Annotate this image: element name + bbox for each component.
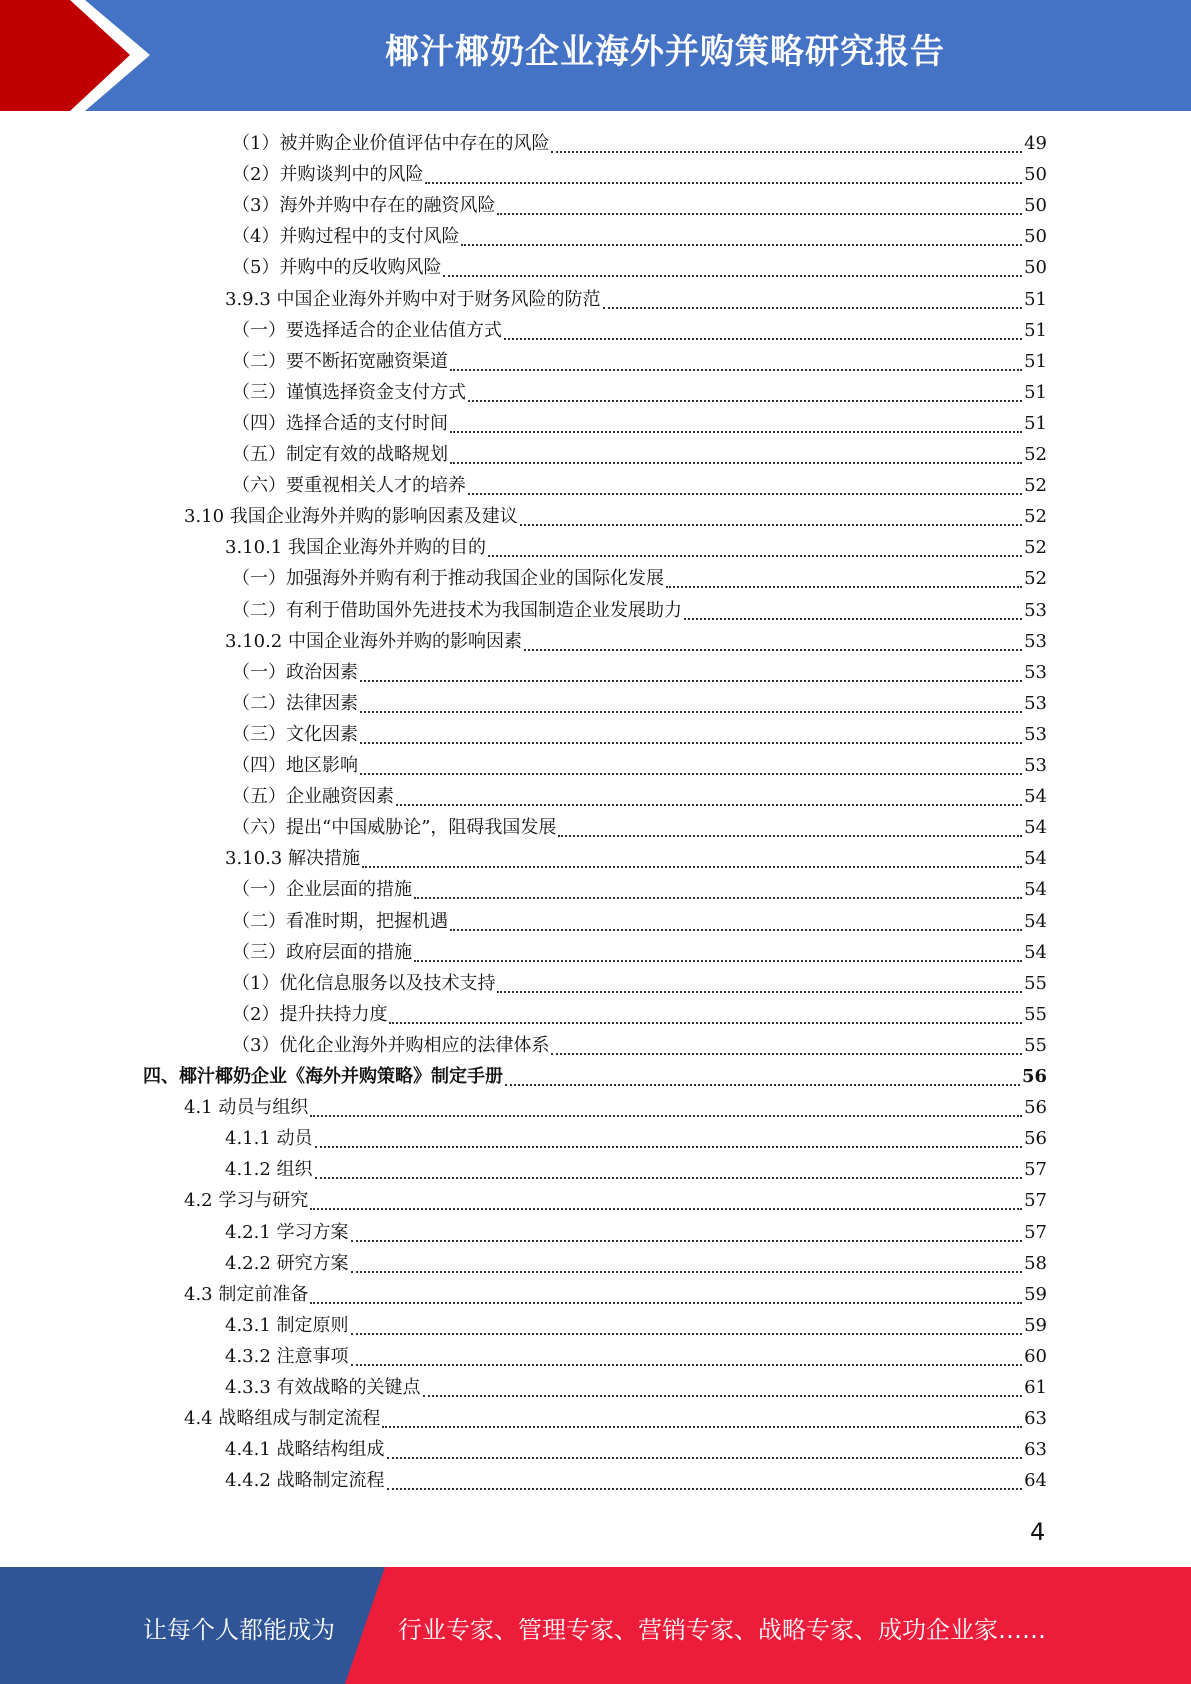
toc-dot-leader — [414, 960, 1022, 962]
page-number: 4 — [1030, 1518, 1046, 1546]
toc-entry-title: （2）并购谈判中的风险 — [232, 164, 424, 185]
toc-entry-page: 51 — [1024, 320, 1047, 341]
toc-entry[interactable] — [232, 377, 1047, 408]
toc-entry-page: 63 — [1024, 1408, 1047, 1429]
page-footer — [0, 1567, 1191, 1684]
toc-entry[interactable] — [232, 346, 1047, 377]
toc-entry[interactable] — [232, 190, 1047, 221]
page-header — [0, 0, 1191, 111]
toc-entry-title: 4.1.1 动员 — [225, 1128, 313, 1149]
toc-entry[interactable] — [225, 626, 1047, 657]
toc-entry-title: （一）政治因素 — [232, 662, 358, 683]
toc-entry-title: （4）并购过程中的支付风险 — [232, 226, 460, 247]
toc-entry-title: （二）看准时期，把握机遇 — [232, 911, 448, 932]
toc-entry-page: 53 — [1024, 662, 1047, 683]
toc-dot-leader — [450, 462, 1022, 464]
toc-entry-page: 55 — [1024, 1004, 1047, 1025]
toc-entry-title: 4.4 战略组成与制定流程 — [184, 1408, 381, 1429]
toc-entry-title: （三）文化因素 — [232, 724, 358, 745]
toc-dot-leader — [310, 1115, 1022, 1117]
toc-entry-page: 50 — [1024, 195, 1047, 216]
toc-entry[interactable] — [232, 408, 1047, 439]
toc-entry-title: 3.10.2 中国企业海外并购的影响因素 — [225, 631, 522, 652]
toc-entry-page: 54 — [1024, 942, 1047, 963]
toc-entry[interactable] — [232, 470, 1047, 501]
footer-slogan-right: 行业专家、管理专家、营销专家、战略专家、成功企业家…… — [398, 1616, 1046, 1644]
toc-entry-page: 64 — [1024, 1470, 1047, 1491]
toc-dot-leader — [551, 1053, 1022, 1055]
toc-entry-page: 51 — [1024, 413, 1047, 434]
toc-entry[interactable] — [232, 750, 1047, 781]
toc-entry-page: 53 — [1024, 755, 1047, 776]
toc-dot-leader — [450, 929, 1022, 931]
toc-entry-page: 49 — [1024, 133, 1047, 154]
toc-entry-page: 51 — [1024, 351, 1047, 372]
toc-entry-title: 3.10 我国企业海外并购的影响因素及建议 — [184, 506, 518, 527]
toc-dot-leader — [360, 742, 1022, 744]
toc-entry[interactable] — [143, 1061, 1047, 1092]
toc-entry[interactable] — [232, 315, 1047, 346]
toc-entry[interactable] — [184, 1403, 1047, 1434]
toc-entry-title: 4.3.3 有效战略的关键点 — [225, 1377, 421, 1398]
toc-dot-leader — [315, 1146, 1023, 1148]
toc-entry[interactable] — [225, 1310, 1047, 1341]
toc-dot-leader — [461, 244, 1022, 246]
toc-entry[interactable] — [232, 159, 1047, 190]
toc-entry[interactable] — [225, 1341, 1047, 1372]
toc-entry-title: （1）被并购企业价值评估中存在的风险 — [232, 133, 550, 154]
toc-entry-page: 50 — [1024, 164, 1047, 185]
toc-entry-title: （2）提升扶持力度 — [232, 1004, 388, 1025]
toc-entry-title: 4.2.2 研究方案 — [225, 1253, 349, 1274]
toc-dot-leader — [488, 555, 1022, 557]
toc-entry[interactable] — [225, 1434, 1047, 1465]
toc-dot-leader — [443, 275, 1022, 277]
toc-dot-leader — [351, 1240, 1023, 1242]
toc-entry[interactable] — [225, 284, 1047, 315]
toc-entry-page: 54 — [1024, 848, 1047, 869]
toc-dot-leader — [351, 1271, 1023, 1273]
toc-entry[interactable] — [225, 1217, 1047, 1248]
toc-dot-leader — [387, 1457, 1023, 1459]
toc-entry-title: （二）要不断拓宽融资渠道 — [232, 351, 448, 372]
toc-dot-leader — [497, 991, 1022, 993]
toc-entry-title: 4.3 制定前准备 — [184, 1284, 309, 1305]
toc-entry-title: （二）法律因素 — [232, 693, 358, 714]
toc-dot-leader — [468, 493, 1022, 495]
toc-entry-page: 53 — [1024, 724, 1047, 745]
toc-entry-title: （六）要重视相关人才的培养 — [232, 475, 466, 496]
toc-entry[interactable] — [225, 1154, 1047, 1185]
toc-entry-page: 55 — [1024, 973, 1047, 994]
toc-dot-leader — [551, 151, 1022, 153]
toc-entry-page: 54 — [1024, 817, 1047, 838]
toc-entry[interactable] — [184, 1185, 1047, 1216]
toc-dot-leader — [684, 618, 1022, 620]
toc-entry-title: （5）并购中的反收购风险 — [232, 257, 442, 278]
toc-entry[interactable] — [232, 595, 1047, 626]
toc-entry-page: 51 — [1024, 382, 1047, 403]
toc-entry[interactable] — [232, 781, 1047, 812]
toc-entry-page: 53 — [1024, 600, 1047, 621]
toc-entry[interactable] — [232, 657, 1047, 688]
toc-entry[interactable] — [225, 532, 1047, 563]
toc-entry-page: 55 — [1024, 1035, 1047, 1056]
toc-entry-title: （三）政府层面的措施 — [232, 942, 412, 963]
toc-entry-title: （一）加强海外并购有利于推动我国企业的国际化发展 — [232, 568, 664, 589]
toc-entry-title: （五）企业融资因素 — [232, 786, 394, 807]
toc-entry-title: 4.3.1 制定原则 — [225, 1315, 349, 1336]
toc-entry[interactable] — [232, 719, 1047, 750]
toc-entry[interactable] — [232, 906, 1047, 937]
toc-entry-title: （3）海外并购中存在的融资风险 — [232, 195, 496, 216]
toc-dot-leader — [387, 1488, 1023, 1490]
toc-entry-page: 54 — [1024, 879, 1047, 900]
toc-entry-title: 四、椰汁椰奶企业《海外并购策略》制定手册 — [143, 1066, 503, 1087]
toc-entry-title: 3.9.3 中国企业海外并购中对于财务风险的防范 — [225, 289, 601, 310]
toc-dot-leader — [310, 1302, 1022, 1304]
toc-entry[interactable] — [232, 937, 1047, 968]
toc-entry-page: 52 — [1024, 568, 1047, 589]
toc-entry-page: 51 — [1024, 289, 1047, 310]
toc-entry-title: （五）制定有效的战略规划 — [232, 444, 448, 465]
toc-dot-leader — [315, 1177, 1023, 1179]
toc-dot-leader — [450, 369, 1022, 371]
toc-entry[interactable] — [232, 874, 1047, 905]
toc-dot-leader — [351, 1364, 1023, 1366]
toc-entry-title: （一）企业层面的措施 — [232, 879, 412, 900]
toc-entry-title: （二）有利于借助国外先进技术为我国制造企业发展助力 — [232, 600, 682, 621]
toc-dot-leader — [666, 586, 1022, 588]
toc-entry-page: 54 — [1024, 911, 1047, 932]
toc-entry-title: 4.4.1 战略结构组成 — [225, 1439, 385, 1460]
toc-entry[interactable] — [184, 501, 1047, 532]
toc-entry-page: 56 — [1021, 1066, 1047, 1087]
toc-dot-leader — [360, 680, 1022, 682]
toc-entry[interactable] — [232, 999, 1047, 1030]
toc-dot-leader — [450, 431, 1022, 433]
toc-dot-leader — [524, 649, 1022, 651]
toc-entry-page: 50 — [1024, 257, 1047, 278]
toc-entry-title: 4.4.2 战略制定流程 — [225, 1470, 385, 1491]
toc-entry-page: 52 — [1024, 444, 1047, 465]
toc-dot-leader — [382, 1426, 1022, 1428]
toc-entry-title: （3）优化企业海外并购相应的法律体系 — [232, 1035, 550, 1056]
toc-dot-leader — [360, 773, 1022, 775]
toc-dot-leader — [351, 1333, 1023, 1335]
toc-entry-page: 59 — [1024, 1284, 1047, 1305]
toc-dot-leader — [468, 400, 1022, 402]
toc-entry-page: 59 — [1024, 1315, 1047, 1336]
toc-entry-page: 57 — [1024, 1159, 1047, 1180]
toc-dot-leader — [360, 711, 1022, 713]
toc-entry-title: （三）谨慎选择资金支付方式 — [232, 382, 466, 403]
toc-entry-page: 60 — [1024, 1346, 1047, 1367]
toc-dot-leader — [558, 835, 1022, 837]
toc-dot-leader — [423, 1395, 1023, 1397]
toc-dot-leader — [425, 182, 1022, 184]
toc-entry[interactable] — [232, 439, 1047, 470]
toc-entry-page: 61 — [1024, 1377, 1047, 1398]
toc-entry-page: 50 — [1024, 226, 1047, 247]
footer-slogan-left: 让每个人都能成为 — [143, 1616, 335, 1644]
toc-entry-page: 52 — [1024, 475, 1047, 496]
toc-dot-leader — [389, 1022, 1022, 1024]
toc-entry-title: 3.10.3 解决措施 — [225, 848, 360, 869]
toc-entry[interactable] — [232, 563, 1047, 594]
toc-dot-leader — [505, 1084, 1020, 1086]
toc-entry-title: （四）地区影响 — [232, 755, 358, 776]
toc-dot-leader — [603, 307, 1023, 309]
toc-dot-leader — [414, 897, 1022, 899]
toc-entry-title: 3.10.1 我国企业海外并购的目的 — [225, 537, 486, 558]
toc-entry[interactable] — [225, 1123, 1047, 1154]
toc-entry[interactable] — [184, 1092, 1047, 1123]
toc-entry-page: 53 — [1024, 693, 1047, 714]
toc-entry[interactable] — [184, 1279, 1047, 1310]
toc-entry-page: 63 — [1024, 1439, 1047, 1460]
toc-entry-page: 56 — [1024, 1097, 1047, 1118]
toc-entry[interactable] — [232, 1030, 1047, 1061]
toc-entry[interactable] — [232, 221, 1047, 252]
toc-entry-title: 4.1.2 组织 — [225, 1159, 313, 1180]
toc-entry[interactable] — [232, 812, 1047, 843]
toc-entry[interactable] — [225, 843, 1047, 874]
toc-entry[interactable] — [232, 128, 1047, 159]
toc-entry-title: （一）要选择适合的企业估值方式 — [232, 320, 502, 341]
toc-entry-title: 4.3.2 注意事项 — [225, 1346, 349, 1367]
toc-entry[interactable] — [232, 252, 1047, 283]
toc-dot-leader — [396, 804, 1022, 806]
toc-entry-page: 54 — [1024, 786, 1047, 807]
toc-entry-page: 52 — [1024, 506, 1047, 527]
toc-entry[interactable] — [225, 1248, 1047, 1279]
toc-entry[interactable] — [225, 1372, 1047, 1403]
toc-entry-title: （六）提出“中国威胁论”，阻碍我国发展 — [232, 817, 557, 838]
toc-entry-page: 56 — [1024, 1128, 1047, 1149]
toc-entry-page: 52 — [1024, 537, 1047, 558]
toc-entry[interactable] — [232, 688, 1047, 719]
toc-entry-title: 4.2.1 学习方案 — [225, 1222, 349, 1243]
document-title: 椰汁椰奶企业海外并购策略研究报告 — [385, 32, 945, 72]
toc-entry-title: 4.2 学习与研究 — [184, 1190, 309, 1211]
toc-dot-leader — [362, 866, 1022, 868]
toc-dot-leader — [310, 1208, 1022, 1210]
toc-entry-page: 57 — [1024, 1190, 1047, 1211]
toc-entry-title: 4.1 动员与组织 — [184, 1097, 309, 1118]
toc-dot-leader — [520, 524, 1022, 526]
toc-dot-leader — [504, 338, 1022, 340]
toc-entry-title: （四）选择合适的支付时间 — [232, 413, 448, 434]
toc-entry-title: （1）优化信息服务以及技术支持 — [232, 973, 496, 994]
toc-entry-page: 53 — [1024, 631, 1047, 652]
toc-entry-page: 57 — [1024, 1222, 1047, 1243]
toc-entry[interactable] — [225, 1465, 1047, 1496]
toc-entry[interactable] — [232, 968, 1047, 999]
toc-entry-page: 58 — [1024, 1253, 1047, 1274]
toc-dot-leader — [497, 213, 1022, 215]
